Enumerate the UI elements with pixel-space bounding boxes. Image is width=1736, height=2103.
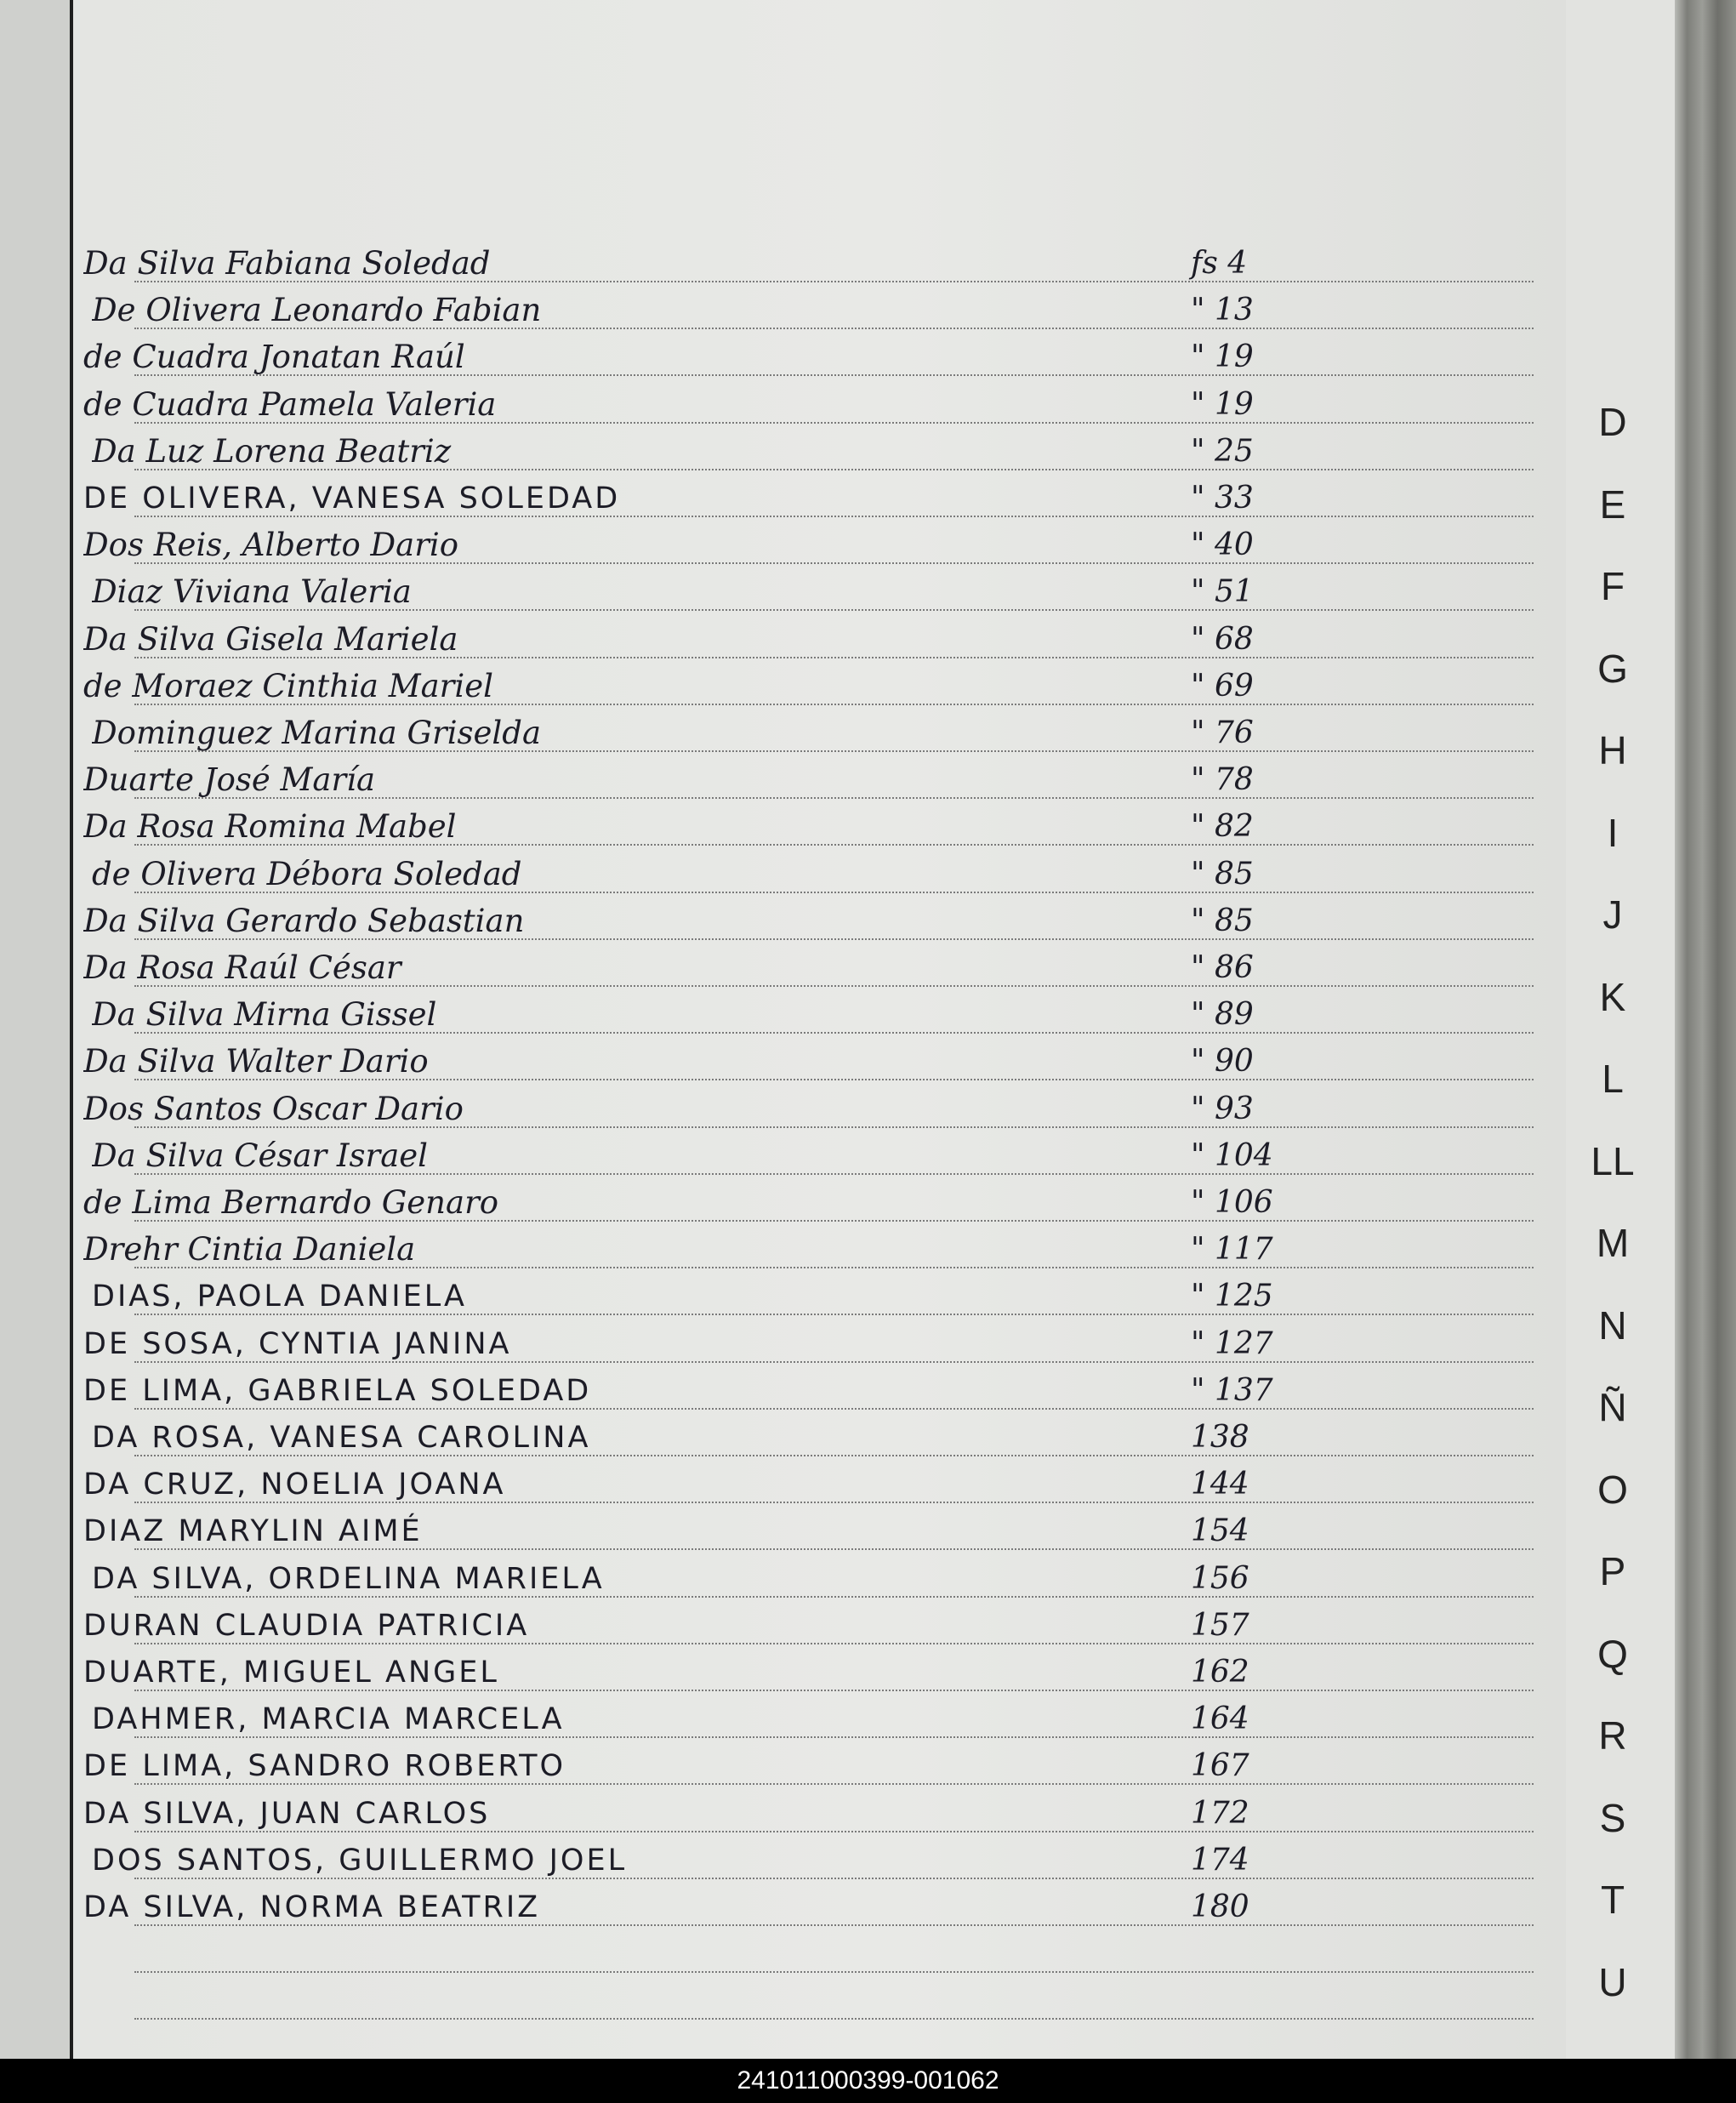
entry-folio: " 82 bbox=[1191, 809, 1254, 845]
entry-name: DA SILVA, JUAN CARLOS bbox=[83, 1796, 491, 1831]
index-tab[interactable]: H bbox=[1598, 728, 1627, 772]
ruled-line bbox=[134, 1971, 1534, 1973]
entry-folio: " 125 bbox=[1191, 1279, 1273, 1314]
entry-name: de Moraez Cinthia Mariel bbox=[83, 667, 493, 704]
entry-folio: " 19 bbox=[1191, 386, 1254, 422]
entry-folio: " 40 bbox=[1191, 527, 1254, 563]
entry-name: DA SILVA, ORDELINA MARIELA bbox=[92, 1561, 605, 1596]
index-tab[interactable]: Ñ bbox=[1598, 1385, 1627, 1429]
index-tab[interactable]: F bbox=[1600, 564, 1625, 608]
entry-name: De Olivera Leonardo Fabian bbox=[92, 292, 542, 329]
entry-name: DAHMER, MARCIA MARCELA bbox=[92, 1702, 565, 1737]
entry-name: DOS SANTOS, GUILLERMO JOEL bbox=[92, 1843, 628, 1878]
index-tab[interactable]: T bbox=[1600, 1878, 1625, 1922]
entry-name: de Cuadra Pamela Valeria bbox=[83, 385, 497, 423]
entry-name: Da Silva César Israel bbox=[92, 1137, 429, 1174]
entry-name: Drehr Cintia Daniela bbox=[83, 1231, 416, 1268]
entry-name: Da Silva Gisela Mariela bbox=[83, 620, 458, 658]
entry-name: Da Silva Gerardo Sebastian bbox=[83, 902, 525, 939]
entry-name: Dos Reis, Alberto Dario bbox=[83, 527, 459, 564]
entry-folio: " 33 bbox=[1191, 481, 1254, 516]
index-tab[interactable]: Q bbox=[1597, 1631, 1628, 1676]
entry-folio: 156 bbox=[1191, 1560, 1249, 1596]
index-tab[interactable]: LL bbox=[1591, 1138, 1635, 1183]
ruled-line bbox=[134, 2018, 1534, 2020]
entry-folio: " 69 bbox=[1191, 668, 1254, 704]
entry-folio: " 78 bbox=[1191, 762, 1254, 798]
entry-folio: " 86 bbox=[1191, 950, 1254, 985]
entry-folio: 157 bbox=[1191, 1607, 1249, 1643]
entry-name: DUARTE, MIGUEL ANGEL bbox=[83, 1656, 499, 1690]
index-tab[interactable]: P bbox=[1599, 1549, 1626, 1593]
entry-name: DA SILVA, NORMA BEATRIZ bbox=[83, 1890, 541, 1924]
entry-name: Dos Santos Oscar Dario bbox=[83, 1090, 464, 1127]
footer-code: 241011000399-001062 bbox=[0, 2059, 1736, 2103]
entry-folio: 138 bbox=[1191, 1420, 1249, 1455]
book-binding bbox=[1675, 0, 1736, 2059]
index-tab[interactable]: G bbox=[1597, 646, 1628, 691]
index-tab[interactable]: K bbox=[1599, 974, 1626, 1019]
entry-name: DURAN CLAUDIA PATRICIA bbox=[83, 1608, 530, 1643]
index-tab[interactable]: S bbox=[1599, 1795, 1626, 1840]
entry-folio: 164 bbox=[1191, 1701, 1249, 1737]
entry-folio: fs 4 bbox=[1191, 246, 1248, 281]
entry-folio: " 137 bbox=[1191, 1372, 1273, 1408]
entry-folio: " 85 bbox=[1191, 903, 1254, 938]
entry-name: DE LIMA, GABRIELA SOLEDAD bbox=[83, 1373, 592, 1408]
entry-folio: " 89 bbox=[1191, 997, 1254, 1033]
entry-name: Da Silva Fabiana Soledad bbox=[83, 245, 491, 282]
left-margin bbox=[0, 0, 70, 2059]
entry-folio: 180 bbox=[1191, 1889, 1249, 1924]
entry-name: Duarte José María bbox=[83, 761, 376, 799]
entry-folio: " 127 bbox=[1191, 1325, 1273, 1361]
entry-name: DIAS, PAOLA DANIELA bbox=[92, 1279, 467, 1314]
index-tab[interactable]: N bbox=[1598, 1302, 1627, 1348]
entry-name: Dominguez Marina Griselda bbox=[92, 715, 542, 751]
index-tab[interactable]: R bbox=[1598, 1713, 1627, 1758]
entry-folio: " 93 bbox=[1191, 1091, 1254, 1126]
entry-folio: 167 bbox=[1191, 1748, 1249, 1784]
entry-name: de Olivera Débora Soledad bbox=[92, 855, 522, 892]
entry-folio: " 68 bbox=[1191, 621, 1254, 657]
entry-folio: " 13 bbox=[1191, 293, 1254, 328]
entry-folio: " 90 bbox=[1191, 1044, 1254, 1080]
entry-folio: " 85 bbox=[1191, 856, 1254, 892]
entry-name: de Cuadra Jonatan Raúl bbox=[83, 339, 465, 376]
entry-folio: " 117 bbox=[1191, 1232, 1273, 1268]
entry-name: DE OLIVERA, VANESA SOLEDAD bbox=[83, 482, 621, 516]
index-tab[interactable]: E bbox=[1599, 482, 1626, 527]
ledger-sheet bbox=[73, 0, 1566, 2059]
index-tab[interactable]: U bbox=[1598, 1959, 1627, 2004]
index-tab[interactable]: J bbox=[1602, 892, 1623, 937]
entry-name: Da Rosa Romina Mabel bbox=[83, 808, 457, 846]
entry-name: Da Silva Walter Dario bbox=[83, 1043, 429, 1080]
entry-name: DA ROSA, VANESA CAROLINA bbox=[92, 1421, 591, 1455]
entry-name: DE LIMA, SANDRO ROBERTO bbox=[83, 1749, 566, 1784]
entry-folio: " 25 bbox=[1191, 433, 1254, 469]
index-tab[interactable]: O bbox=[1597, 1467, 1628, 1512]
entry-name: Da Silva Mirna Gissel bbox=[92, 996, 437, 1034]
entry-name: DIAZ MARYLIN AIMÉ bbox=[83, 1514, 423, 1549]
entry-folio: " 51 bbox=[1191, 574, 1254, 610]
entry-name: DE SOSA, CYNTIA JANINA bbox=[83, 1326, 512, 1361]
entry-folio: 154 bbox=[1191, 1513, 1249, 1549]
entry-name: de Lima Bernardo Genaro bbox=[83, 1184, 499, 1221]
index-tab[interactable]: M bbox=[1596, 1221, 1630, 1265]
entry-folio: 172 bbox=[1191, 1795, 1249, 1831]
entry-folio: " 19 bbox=[1191, 339, 1254, 375]
entry-name: DA CRUZ, NOELIA JOANA bbox=[83, 1468, 506, 1502]
entry-folio: " 104 bbox=[1191, 1137, 1273, 1173]
entry-folio: " 106 bbox=[1191, 1185, 1273, 1220]
entry-folio: 162 bbox=[1191, 1655, 1249, 1690]
entry-name: Diaz Viviana Valeria bbox=[92, 573, 412, 611]
entry-folio: 174 bbox=[1191, 1842, 1249, 1878]
entry-folio: 144 bbox=[1191, 1467, 1249, 1502]
entry-name: Da Rosa Raúl César bbox=[83, 949, 401, 986]
index-tab[interactable]: D bbox=[1598, 400, 1627, 444]
index-tab[interactable]: L bbox=[1602, 1057, 1624, 1101]
entry-folio: " 76 bbox=[1191, 715, 1254, 750]
entry-name: Da Luz Lorena Beatriz bbox=[92, 432, 452, 470]
index-tab[interactable]: I bbox=[1607, 810, 1619, 855]
